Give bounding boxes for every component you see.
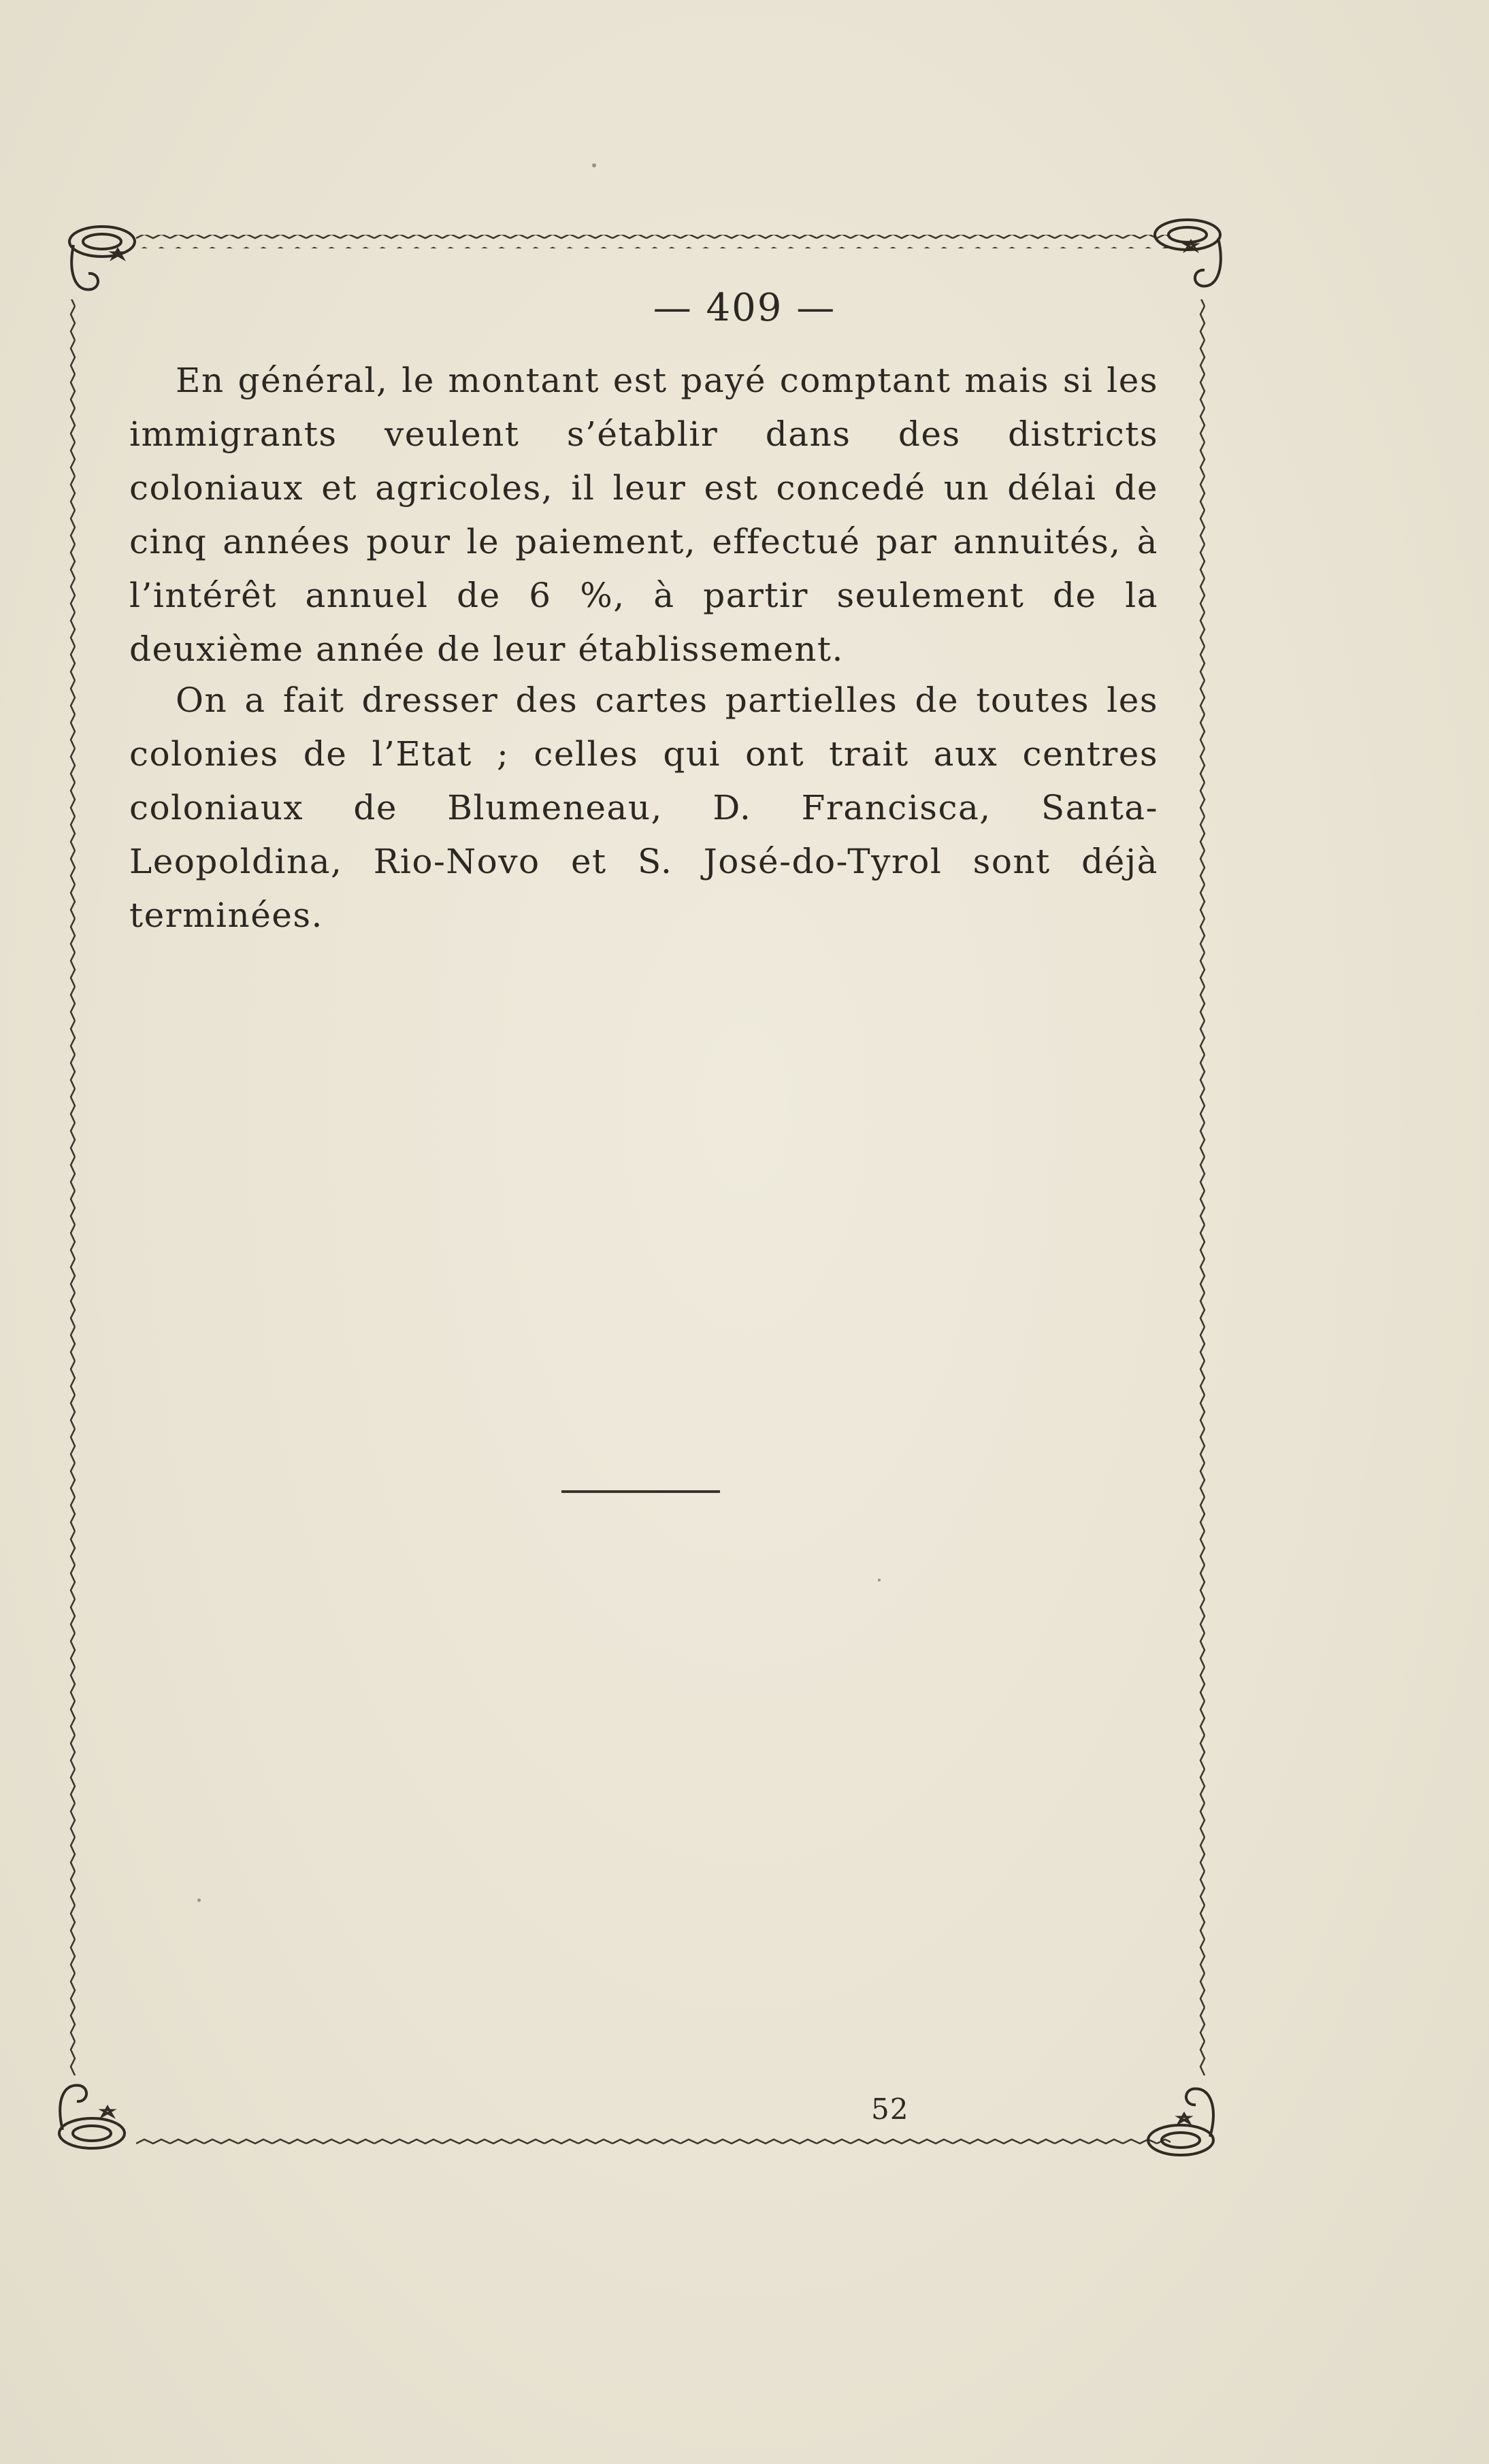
border-top (136, 235, 1171, 248)
body-paragraph (129, 354, 1158, 676)
signature-mark: 52 (871, 2092, 909, 2126)
body-paragraph (129, 674, 1158, 942)
corner-ornament-top-right-icon (1155, 220, 1221, 286)
border-left (69, 299, 83, 2075)
page-number: — 409 — (653, 286, 836, 330)
border-right (1194, 299, 1208, 2075)
paragraph-text: En général, le montant est payé comptant mais si les immigrants veulent s’établir dans des districts coloniaux et agricoles, il leur est concedé un délai de cinq années pour le paiement, effectué par annuités, à l’intérêt annuel de 6 %, à partir seulement de la deuxième année de leur établissement. (129, 361, 1158, 669)
section-separator-rule (561, 1490, 720, 1493)
paper-speck (197, 1899, 201, 1902)
paragraph-text: On a fait dresser des cartes partielles de toutes les colonies de l’Etat ; celles qui ont trait aux centres coloniaux de Blumeneau, D. Francisca, Santa-Leopoldina, Rio-Novo et S. José-do-Tyrol sont déjà terminées. (129, 680, 1158, 935)
corner-ornament-top-left-icon (69, 227, 135, 290)
paper-speck (592, 163, 596, 167)
border-bottom (136, 2137, 1171, 2150)
paper-speck (878, 1579, 881, 1581)
corner-ornament-bottom-left-icon (59, 2085, 125, 2148)
